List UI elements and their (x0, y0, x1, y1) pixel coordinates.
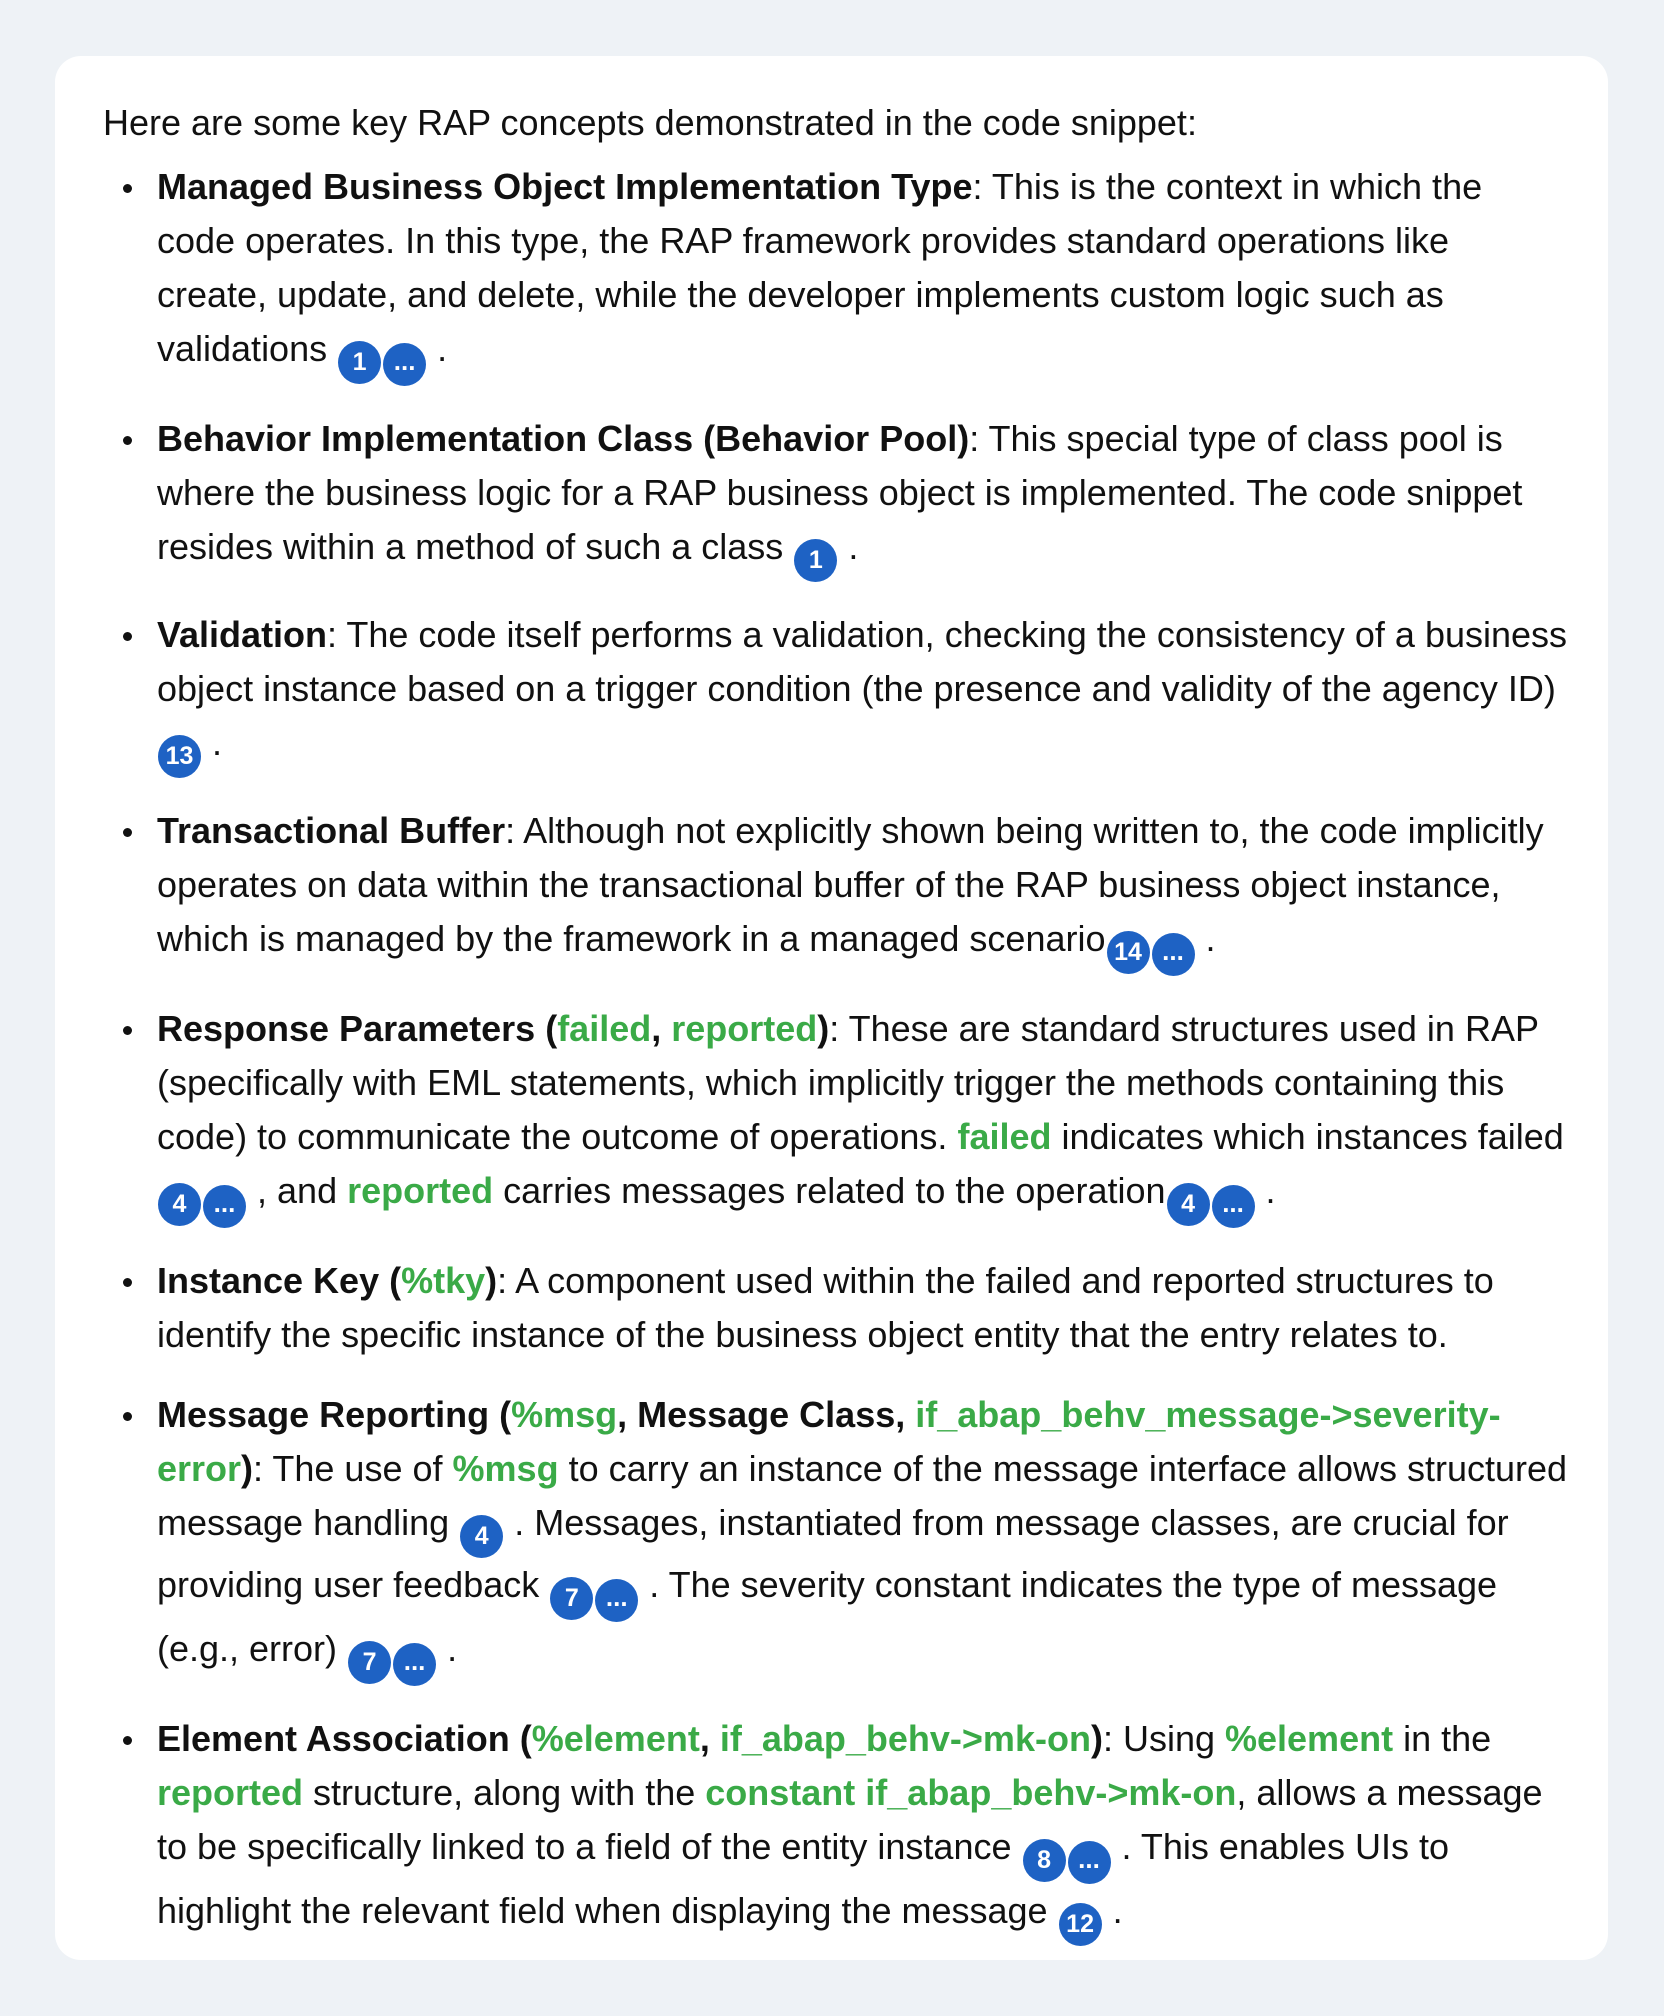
code-term: %msg (452, 1448, 559, 1489)
citation-more-badge[interactable]: ... (1152, 933, 1195, 976)
list-item-transactional-buffer: Transactional Buffer: Although not explicitly shown being written to, the code implicitly operates on data within the transactional buffer of the RAP business object instance, which is managed by the framework in a managed scenario 14 ... . (103, 804, 1568, 976)
citation-badge[interactable]: 4 (460, 1515, 503, 1558)
list-item-behavior-pool: Behavior Implementation Class (Behavior Pool): This special type of class pool is where the business logic for a RAP business object is implemented. The code snippet resides within a method of such a class 1 . (103, 412, 1568, 582)
citation-badge[interactable]: 4 (158, 1183, 201, 1226)
term-response-parameters: Response Parameters (failed, reported) (157, 1008, 830, 1049)
citation-more-badge[interactable]: ... (1068, 1841, 1111, 1884)
citation-badge[interactable]: 13 (158, 735, 201, 778)
citation-badge[interactable]: 12 (1059, 1903, 1102, 1946)
term-managed-bo: Managed Business Object Implementation Type (157, 166, 973, 207)
list-item-element-association: Element Association (%element, if_abap_behv->mk-on): Using %element in the reported structure, along with the constant if_abap_behv->mk-on, allows a message to be specifically linked to a field of the entity instance 8 ... . This enables UIs to highlight the relevant field when displaying the message 12 . (103, 1712, 1568, 1946)
citation-more-badge[interactable]: ... (1212, 1185, 1255, 1228)
citation-badge[interactable]: 1 (338, 341, 381, 384)
code-term: %element (1225, 1718, 1394, 1759)
list-item-instance-key: Instance Key (%tky): A component used within the failed and reported structures to identify the specific instance of the business object entity that the entry relates to. (103, 1254, 1568, 1362)
code-term: failed (957, 1116, 1052, 1157)
code-term: if_abap_behv->mk-on (719, 1718, 1091, 1759)
citation-more-badge[interactable]: ... (383, 343, 426, 386)
term-transactional-buffer: Transactional Buffer (157, 810, 506, 851)
term-message-reporting: Message Reporting (%msg, Message Class, if_abap_behv_message->severity-error) (157, 1394, 1501, 1489)
citation-badge[interactable]: 7 (550, 1577, 593, 1620)
code-term: failed (557, 1008, 652, 1049)
citation-badge[interactable]: 7 (348, 1641, 391, 1684)
code-term: %tky (401, 1260, 486, 1301)
citation-more-badge[interactable]: ... (203, 1185, 246, 1228)
term-element-association: Element Association (%element, if_abap_behv->mk-on) (157, 1718, 1103, 1759)
term-instance-key: Instance Key (%tky) (157, 1260, 498, 1301)
code-term: reported (157, 1772, 304, 1813)
code-term: constant if_abap_behv->mk-on (705, 1772, 1237, 1813)
citation-badge[interactable]: 4 (1167, 1183, 1210, 1226)
answer-card (55, 56, 1608, 1960)
term-validation: Validation (157, 614, 328, 655)
citation-more-badge[interactable]: ... (393, 1643, 436, 1686)
code-term: %element (531, 1718, 700, 1759)
list-item-validation: Validation: The code itself performs a validation, checking the consistency of a business object instance based on a trigger condition (the presence and validity of the agency ID)13 . (103, 608, 1568, 778)
term-behavior-pool: Behavior Implementation Class (Behavior Pool) (157, 418, 970, 459)
list-item-response-parameters: Response Parameters (failed, reported): These are standard structures used in RAP (specifically with EML statements, which implicitly trigger the methods containing this code) to communicate the outcome of operations. failed indicates which instances failed 4 ... , and reported carries messages related to the operation 4 ... . (103, 1002, 1568, 1228)
code-term: reported (671, 1008, 818, 1049)
citation-badge[interactable]: 14 (1107, 931, 1150, 974)
list-item-managed-bo: Managed Business Object Implementation Type: This is the context in which the code operates. In this type, the RAP framework provides standard operations like create, update, and delete, while the developer implements custom logic such as validations 1 ... . (103, 160, 1568, 386)
citation-badge[interactable]: 8 (1023, 1839, 1066, 1882)
citation-more-badge[interactable]: ... (595, 1579, 638, 1622)
code-term: if_abap_behv_message->severity-error (157, 1394, 1501, 1489)
code-term: %msg (511, 1394, 618, 1435)
concept-list (103, 160, 1568, 1946)
code-term: reported (347, 1170, 494, 1211)
list-item-message-reporting: Message Reporting (%msg, Message Class, if_abap_behv_message->severity-error): The use of %msg to carry an instance of the message interface allows structured message handling 4 . Messages, instantiated from message classes, are crucial for providing user feedback 7 ... . The severity constant indicates the type of message (e.g., error) 7 ... . (103, 1388, 1568, 1686)
citation-badge[interactable]: 1 (794, 539, 837, 582)
intro-text: Here are some key RAP concepts demonstrated in the code snippet: (103, 102, 1197, 143)
